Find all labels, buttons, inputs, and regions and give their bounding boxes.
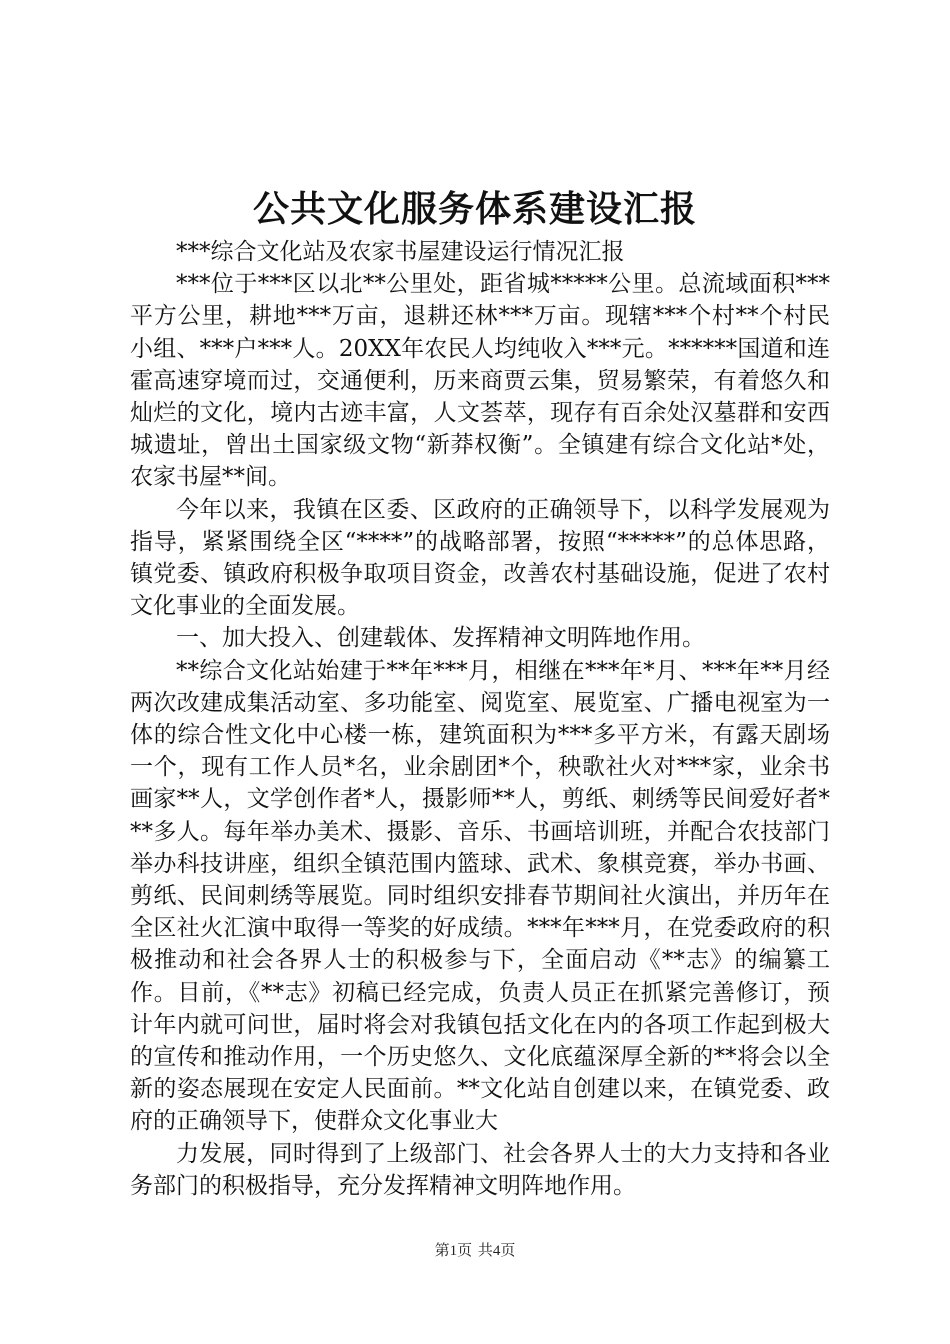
paragraph-culture-station: **综合文化站始建于**年***月，相继在***年*月、***年**月经两次改建成集活动室、多功能室、阅览室、展览室、广播电视室为一体的综合性文化中心楼一栋，建筑面积为***多平方米，有露天剧场一个，现有工作人员*名，业余剧团*个，秧歌社火对***家，业余书画家**人，文学创作者*人，摄影师**人，剪纸、刺绣等民间爱好者***多人。每年举办美术、摄影、音乐、书画培训班，并配合农技部门举办科技讲座，组织全镇范围内篮球、武术、象棋竞赛，举办书画、剪纸、民间刺绣等展览。同时组织安排春节期间社火演出，并历年在全区社火汇演中取得一等奖的好成绩。***年***月，在党委政府的积极推动和社会各界人士的积极参与下，全面启动《**志》的编纂工作。目前，《**志》初稿已经完成，负责人员正在抓紧完善修订，预计年内就可问世，届时将会对我镇包括文化在内的各项工作起到极大的宣传和推动作用，一个历史悠久、文化底蕴深厚全新的**将会以全新的姿态展现在安定人民面前。**文化站自创建以来，在镇党委、政府的正确领导下，使群众文化事业大 (130, 657, 830, 1135)
paragraph-this-year: 今年以来，我镇在区委、区政府的正确领导下，以科学发展观为指导，紧紧围绕全区“****”的战略部署，按照“*****”的总体思路，镇党委、镇政府积极争取项目资金，改善农村基础设施，促进了农村文化事业的全面发展。 (130, 496, 830, 620)
document-title: 公共文化服务体系建设汇报 (252, 188, 697, 230)
page-footer (0, 1240, 950, 1262)
paragraph-continuation: 力发展，同时得到了上级部门、社会各界人士的大力支持和各业务部门的积极指导，充分发挥精神文明阵地作用。 (130, 1140, 830, 1199)
paragraph-subtitle: ***综合文化站及农家书屋建设运行情况汇报 (176, 239, 625, 265)
paragraph-section-heading: 一、加大投入、创建载体、发挥精神文明阵地作用。 (176, 625, 705, 652)
paragraph-overview: ***位于***区以北**公里处，距省城*****公里。总流域面积***平方公里，耕地***万亩，退耕还林***万亩。现辖***个村**个村民小组、***户***人。20XX年农民人均纯收入***元。******国道和连霍高速穿境而过，交通便利，历来商贾云集，贸易繁荣，有着悠久和灿烂的文化，境内古迹丰富，人文荟萃，现存有百余处汉墓群和安西城遗址，曾出土国家级文物“新莽权衡”。全镇建有综合文化站*处，农家书屋**间。 (130, 271, 830, 491)
page-number: 第1页 (434, 1243, 473, 1259)
page-total: 共4页 (477, 1243, 516, 1259)
document-body (130, 236, 830, 1202)
